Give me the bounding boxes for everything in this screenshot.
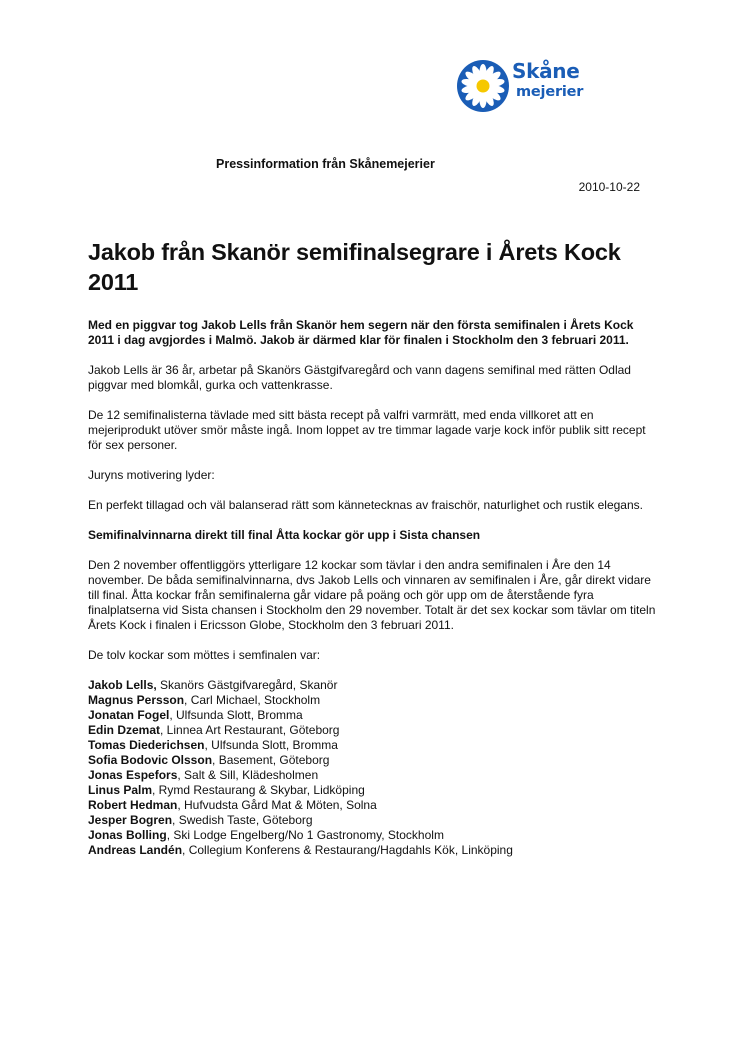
chef-name: Jesper Bogren (88, 813, 173, 827)
chef-restaurant: , Collegium Konferens & Restaurang/Hagdahls Kök, Linköping (182, 843, 513, 857)
chef-name: Jonas Espefors (88, 768, 178, 782)
article-body (88, 318, 660, 858)
paragraph-jury-intro: Juryns motivering lyder: (88, 468, 215, 482)
chef-name: Tomas Diederichsen (88, 738, 205, 752)
chef-restaurant: , Carl Michael, Stockholm (184, 693, 321, 707)
chef-name: Jonas Bolling (88, 828, 167, 842)
chef-list-item (88, 708, 660, 723)
chef-list-item (88, 678, 660, 693)
release-date: 2010-10-22 (578, 180, 640, 194)
paragraph-next-steps: Den 2 november offentliggörs ytterligare 12 kockar som tävlar i den andra semifinalen i Åre den 14 november. De båda semifinalvinnarna, dvs Jakob Lells och vinnaren av semifinalen i Åre, går direkt vidare till final. Åtta kockar från semifinalerna går vidare på poäng och gör upp om de återstående fyra finalplatserna vid Sista chansen i Stockholm den 29 november. Totalt är det sex kockar som tävlar om titeln Årets Kock i finalen i Ericsson Globe, Stockholm den 3 februari 2011. (88, 558, 656, 632)
skanemejerier-logo (455, 55, 595, 115)
chef-restaurant: Skanörs Gästgifvaregård, Skanör (156, 678, 338, 692)
chef-list (88, 678, 660, 858)
section-subheading: Semifinalvinnarna direkt till final Åtta kockar gör upp i Sista chansen (88, 528, 481, 542)
chef-name: Robert Hedman (88, 798, 178, 812)
lead-paragraph: Med en piggvar tog Jakob Lells från Skanör hem segern när den första semifinalen i Årets Kock 2011 i dag avgjordes i Malmö. Jakob är därmed klar för finalen i Stockholm den 3 februari 2011. (88, 318, 634, 347)
paragraph-competition: De 12 semifinalisterna tävlade med sitt bästa recept på valfri varmrätt, med enda villkoret att en mejeriprodukt utöver smör måste ingå. Inom loppet av tre timmar lagade varje kock inför publik sitt recept för sex personer. (88, 408, 646, 452)
chef-name: Jonatan Fogel (88, 708, 170, 722)
chef-list-item (88, 738, 660, 753)
chef-restaurant: , Swedish Taste, Göteborg (172, 813, 313, 827)
chef-list-item (88, 813, 660, 828)
chef-restaurant: , Hufvudsta Gård Mat & Möten, Solna (177, 798, 377, 812)
logo-text-skane: Skåne (512, 59, 580, 83)
paragraph-winner: Jakob Lells är 36 år, arbetar på Skanörs Gästgifvaregård och vann dagens semifinal med rätten Odlad piggvar med blomkål, gurka och vattenkrasse. (88, 363, 631, 392)
chef-list-item (88, 843, 660, 858)
chef-name: Andreas Landén (88, 843, 183, 857)
chef-list-item (88, 783, 660, 798)
paragraph-jury-motivation: En perfekt tillagad och väl balanserad rätt som kännetecknas av fraischör, naturlighet och rustik elegans. (88, 498, 643, 512)
chef-list-item (88, 828, 660, 843)
chef-restaurant: , Salt & Sill, Klädesholmen (177, 768, 319, 782)
logo-text-mejerier: mejerier (516, 84, 584, 100)
chef-name: Sofia Bodovic Olsson (88, 753, 213, 767)
article-title: Jakob från Skanör semifinalsegrare i Årets Kock 2011 (88, 239, 621, 295)
chef-restaurant: , Ulfsunda Slott, Bromma (204, 738, 338, 752)
chef-restaurant: , Linnea Art Restaurant, Göteborg (160, 723, 340, 737)
chef-name: Magnus Persson (88, 693, 185, 707)
paragraph-chefs-intro: De tolv kockar som möttes i semfinalen var: (88, 648, 321, 662)
chef-name: Edin Dzemat (88, 723, 161, 737)
chef-list-item (88, 723, 660, 738)
chef-name: Jakob Lells, (88, 678, 157, 692)
chef-restaurant: , Rymd Restaurang & Skybar, Lidköping (152, 783, 365, 797)
chef-list-item (88, 693, 660, 708)
chef-list-item (88, 753, 660, 768)
daisy-logo-icon (455, 55, 511, 115)
chef-restaurant: , Basement, Göteborg (212, 753, 330, 767)
chef-restaurant: , Ski Lodge Engelberg/No 1 Gastronomy, Stockholm (166, 828, 444, 842)
chef-name: Linus Palm (88, 783, 153, 797)
chef-restaurant: , Ulfsunda Slott, Bromma (169, 708, 303, 722)
press-info-heading: Pressinformation från Skånemejerier (216, 157, 435, 171)
chef-list-item (88, 768, 660, 783)
chef-list-item (88, 798, 660, 813)
